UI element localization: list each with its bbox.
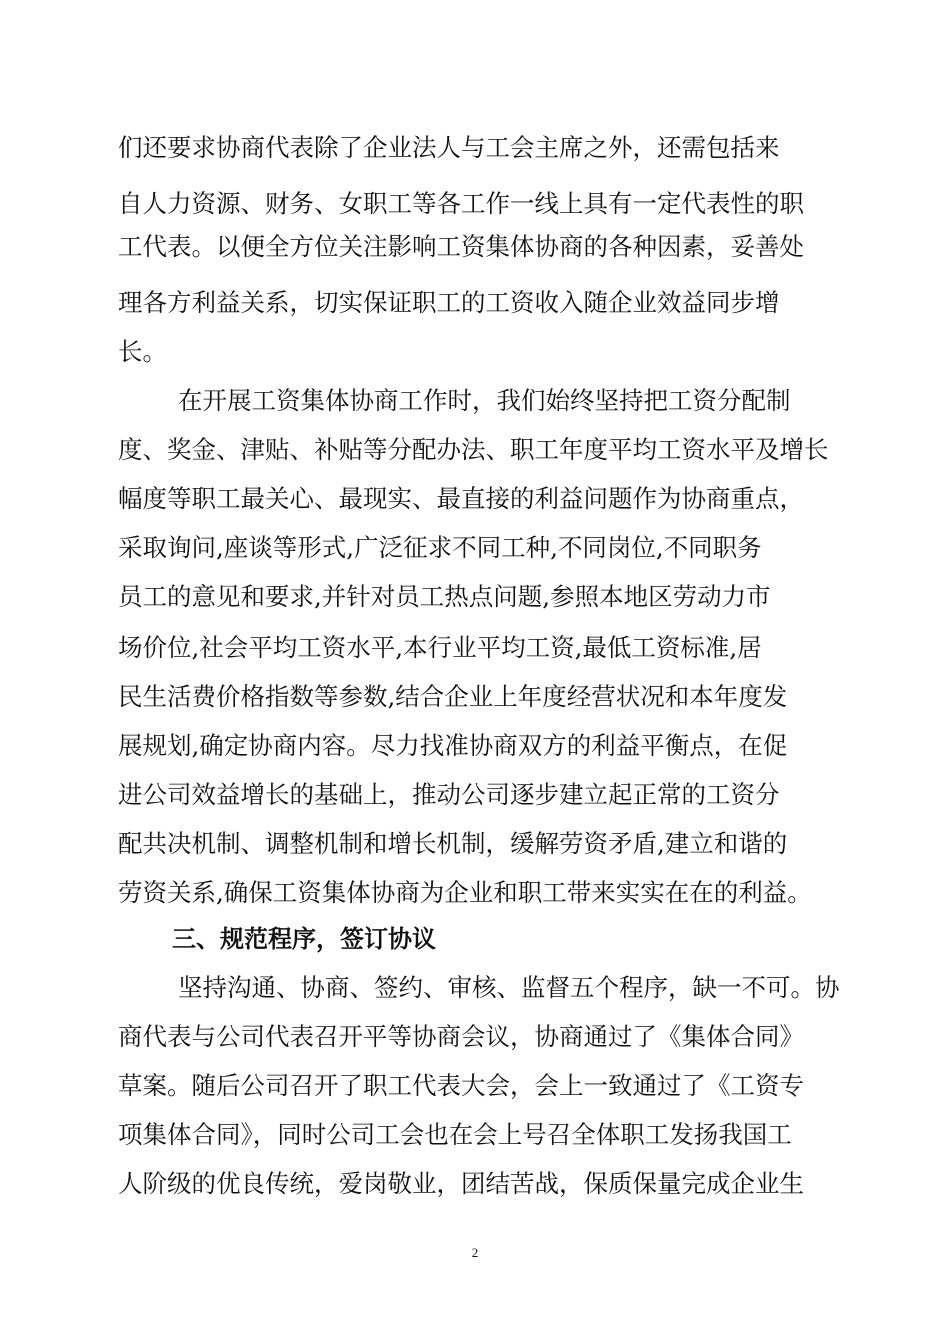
text-line: 民生活费价格指数等参数,结合企业上年度经营状况和本年度发 <box>118 682 788 711</box>
text-line: 理各方利益关系，切实保证职工的工资收入随企业效益同步增 <box>118 288 780 317</box>
text-line: 草案。随后公司召开了职工代表大会，会上一致通过了《工资专 <box>118 1071 804 1100</box>
text-line: 进公司效益增长的基础上，推动公司逐步建立起正常的工资分 <box>118 780 780 809</box>
text-line: 采取询问,座谈等形式,广泛征求不同工种,不同岗位,不同职务 <box>118 533 762 562</box>
text-line: 员工的意见和要求,并针对员工热点问题,参照本地区劳动力市 <box>118 582 771 611</box>
text-line: 商代表与公司代表召开平等协商会议，协商通过了《集体合同》 <box>118 1022 804 1051</box>
text-line: 劳资关系,确保工资集体协商为企业和职工带来实实在在的利益。 <box>118 878 812 907</box>
text-line: 展规划,确定协商内容。尽力找准协商双方的利益平衡点，在促 <box>118 731 788 760</box>
text-line: 场价位,社会平均工资水平,本行业平均工资,最低工资标准,居 <box>118 633 762 662</box>
text-line: 人阶级的优良传统，爱岗敬业，团结苦战，保质保量完成企业生 <box>118 1169 804 1198</box>
text-line: 长。 <box>118 337 167 366</box>
text-line: 工代表。以便全方位关注影响工资集体协商的各种因素，妥善处 <box>118 232 804 261</box>
text-line: 度、奖金、津贴、补贴等分配办法、职工年度平均工资水平及增长 <box>118 435 829 464</box>
section-heading: 三、规范程序，签订协议 <box>172 925 436 953</box>
page-number: 2 <box>471 1245 479 1260</box>
text-line: 项集体合同》，同时公司工会也在会上号召全体职工发扬我国工 <box>118 1120 792 1149</box>
text-line: 配共决机制、调整机制和增长机制，缓解劳资矛盾,建立和谐的 <box>118 829 788 858</box>
text-line: 自人力资源、财务、女职工等各工作一线上具有一定代表性的职 <box>118 189 804 218</box>
text-line: 坚持沟通、协商、签约、审核、监督五个程序，缺一不可。协 <box>178 973 840 1002</box>
text-line: 幅度等职工最关心、最现实、最直接的利益问题作为协商重点， <box>118 484 804 513</box>
text-line: 们还要求协商代表除了企业法人与工会主席之外，还需包括来 <box>118 133 780 162</box>
text-line: 在开展工资集体协商工作时，我们始终坚持把工资分配制 <box>178 386 791 415</box>
